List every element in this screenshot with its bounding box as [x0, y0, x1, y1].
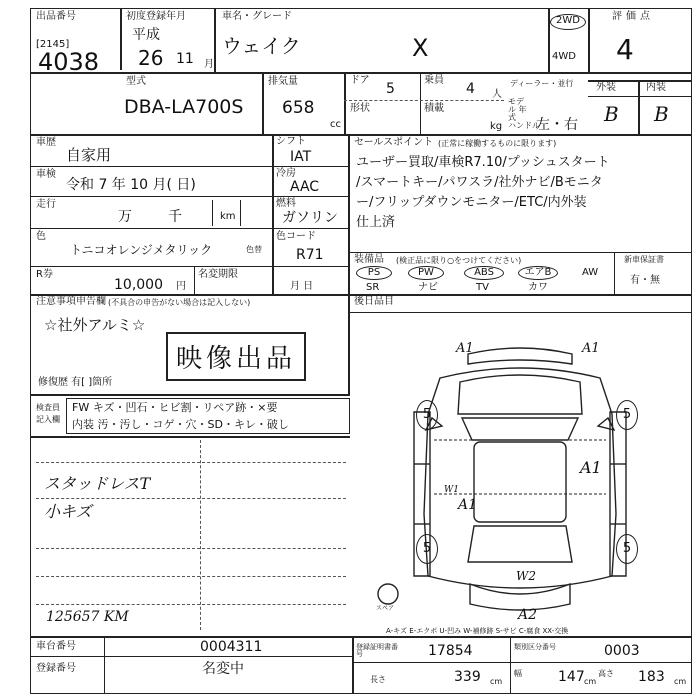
- usage: 自家用: [66, 146, 112, 164]
- name-deadline-value: 月 日: [290, 281, 314, 292]
- drive-2wd: 2WD: [550, 14, 586, 30]
- equip-pw: PW: [408, 266, 444, 280]
- model: DBA-LA700S: [124, 96, 244, 118]
- damage-w1-left: W1: [444, 485, 459, 495]
- color-change-label: 色替: [246, 245, 262, 254]
- rear-items-label: 後日品目: [354, 296, 394, 307]
- disp-unit: cc: [330, 119, 341, 130]
- height-label: 高さ: [598, 669, 614, 678]
- equipment-label: 装備品: [354, 254, 384, 265]
- reg-month: 11: [176, 51, 194, 67]
- selling-note: (正常に稼働するものに限ります): [438, 139, 557, 148]
- dealer-label: ディーラー・並行: [510, 79, 574, 88]
- doors: 5: [386, 81, 395, 97]
- new-warranty-label: 新車保証書: [624, 255, 664, 264]
- ac-label: 冷房: [276, 168, 296, 179]
- recycle-fee: 10,000: [114, 277, 163, 293]
- score: 4: [616, 33, 634, 66]
- seats-label: 乗員: [424, 75, 444, 86]
- reg-year: 26: [138, 46, 164, 70]
- name-deadline-label: 名変期限: [198, 269, 238, 280]
- inspection-label: 検査員記入欄: [36, 403, 60, 424]
- tire-rear-left: 5: [416, 534, 438, 564]
- height-value: 183: [638, 669, 665, 685]
- inspection-row-1: FW キズ・凹石・ヒビ割・リペア跡・×要: [72, 401, 278, 414]
- ac: AAC: [290, 179, 320, 195]
- mileage-label: 走行: [36, 199, 56, 210]
- fuel: ガソリン: [282, 210, 338, 226]
- spare-label: スペア: [376, 605, 395, 612]
- month-unit: 月: [204, 59, 214, 70]
- tire-front-right: 5: [616, 400, 638, 430]
- damage-a1-front-left: A1: [456, 341, 474, 356]
- new-warranty-value: 有・無: [630, 275, 660, 286]
- selling-label: セールスポイント: [354, 137, 434, 148]
- chassis-number: 0004311: [200, 639, 263, 655]
- length-unit: cm: [490, 677, 503, 686]
- model-year-label: モデル 年式: [508, 97, 527, 122]
- yen-unit: 円: [176, 281, 186, 292]
- model-label: 型式: [126, 76, 146, 87]
- inspection-row-2: 内装 汚・汚し・コゲ・穴・SD・キレ・破し: [72, 418, 289, 431]
- height-unit: cm: [674, 677, 687, 686]
- repair-history: 修復歴 有[ ]箇所: [38, 377, 113, 388]
- selling-line-1: ユーザー買取/車検R7.10/プッシュスタート: [356, 155, 610, 170]
- equip-airbag: エアB: [518, 266, 558, 280]
- equipment-note: (検正品に限り○をつけてください): [396, 256, 522, 265]
- width-label: 幅: [514, 669, 522, 678]
- seats-unit: 人: [492, 89, 502, 100]
- length-value: 339: [454, 669, 481, 685]
- damage-a1-right-side: A1: [580, 458, 602, 477]
- first-reg-label: 初度登録年月: [126, 11, 186, 22]
- handle-label: ハンドル: [508, 121, 540, 130]
- damage-w2-rear: W2: [516, 569, 536, 583]
- color: トニコオレンジメタリック: [70, 243, 213, 257]
- equip-sr: SR: [366, 282, 380, 293]
- width-value: 147: [558, 669, 585, 685]
- disp-label: 排気量: [268, 76, 298, 87]
- mileage-sen: 千: [168, 209, 182, 225]
- shift: IAT: [290, 149, 312, 165]
- mileage-man: 万: [118, 209, 132, 225]
- shape-label: 形状: [350, 103, 370, 114]
- fuel-label: 燃料: [276, 198, 296, 209]
- lot-label: 出品番号: [36, 11, 76, 22]
- equip-aw: AW: [582, 267, 599, 278]
- damage-a1-front-right: A1: [582, 341, 600, 356]
- tire-front-left: 5: [416, 400, 438, 430]
- shaken-date: 令和 7 年 10 月( 日): [66, 177, 196, 193]
- interior-label: 内装: [646, 82, 666, 93]
- damage-a2-rear: A2: [518, 607, 538, 623]
- load-label: 積載: [424, 103, 444, 114]
- color-label: 色: [36, 231, 46, 242]
- tire-rear-right: 5: [616, 534, 638, 564]
- equip-ps: PS: [356, 266, 392, 280]
- interior-grade: B: [654, 102, 669, 126]
- equip-abs: ABS: [464, 266, 504, 280]
- equip-navi: ナビ: [418, 282, 438, 293]
- selling-line-4: 仕上済: [356, 215, 396, 230]
- car-grade: X: [412, 34, 429, 62]
- doors-label: ドア: [350, 75, 370, 86]
- caution-label: 注意事項申告欄: [36, 296, 106, 307]
- displacement: 658: [282, 98, 315, 118]
- lot-code: [2145]: [36, 39, 70, 50]
- score-label: 評価点: [612, 11, 654, 22]
- reg-number-label: 登録番号: [36, 663, 76, 674]
- video-listing-stamp: 映像出品: [166, 332, 306, 381]
- lot-number: 4038: [38, 48, 100, 76]
- era: 平成: [132, 27, 160, 43]
- color-code: R71: [296, 247, 324, 263]
- recycle-label: R券: [36, 269, 53, 280]
- km-unit: km: [220, 211, 236, 222]
- kg-unit: kg: [490, 121, 503, 132]
- handwritten-note-1: スタッドレスT: [44, 474, 151, 493]
- odometer-note: 125657 KM: [46, 609, 129, 625]
- chassis-label: 車台番号: [36, 641, 76, 652]
- damage-a1-left-side: A1: [458, 497, 478, 513]
- length-label: 長さ: [370, 675, 386, 684]
- equip-tv: TV: [476, 282, 489, 293]
- type-cert-label: 類別区分番号: [514, 643, 556, 651]
- selling-line-3: ー/フリップダウンモニター/ETC/内外装: [356, 195, 587, 210]
- equip-leather: カワ: [528, 282, 548, 293]
- reg-number: 名変中: [202, 661, 244, 677]
- exterior-label: 外装: [596, 82, 616, 93]
- notes-text: ☆社外アルミ☆: [44, 316, 146, 334]
- type-cert-number: 0003: [604, 643, 640, 659]
- handle: 左・右: [536, 117, 578, 133]
- car-name: ウェイク: [222, 34, 301, 58]
- width-unit: cm: [584, 677, 597, 686]
- usage-label: 車歴: [36, 137, 56, 148]
- checklist-label: 登録証明書番号: [356, 643, 398, 658]
- color-code-label: 色コード: [276, 231, 316, 242]
- seats: 4: [466, 81, 475, 97]
- handwritten-note-2: 小キズ: [44, 502, 92, 521]
- shaken-label: 車検: [36, 169, 56, 180]
- car-name-label: 車名・グレード: [222, 11, 292, 22]
- damage-legend: A-キズ E-エクボ U-凹み W-補修跡 S-サビ C-腐食 XX-交換: [386, 627, 569, 635]
- selling-line-2: /スマートキー/パワスラ/社外ナビ/Bモニタ: [356, 175, 603, 190]
- caution-note: (不具合の申告がない場合は記入しない): [108, 298, 251, 307]
- car-damage-diagram: [350, 314, 692, 632]
- drive-4wd: 4WD: [552, 51, 576, 62]
- exterior-grade: B: [604, 102, 619, 126]
- shift-label: シフト: [276, 136, 306, 147]
- checklist-number: 17854: [428, 643, 473, 659]
